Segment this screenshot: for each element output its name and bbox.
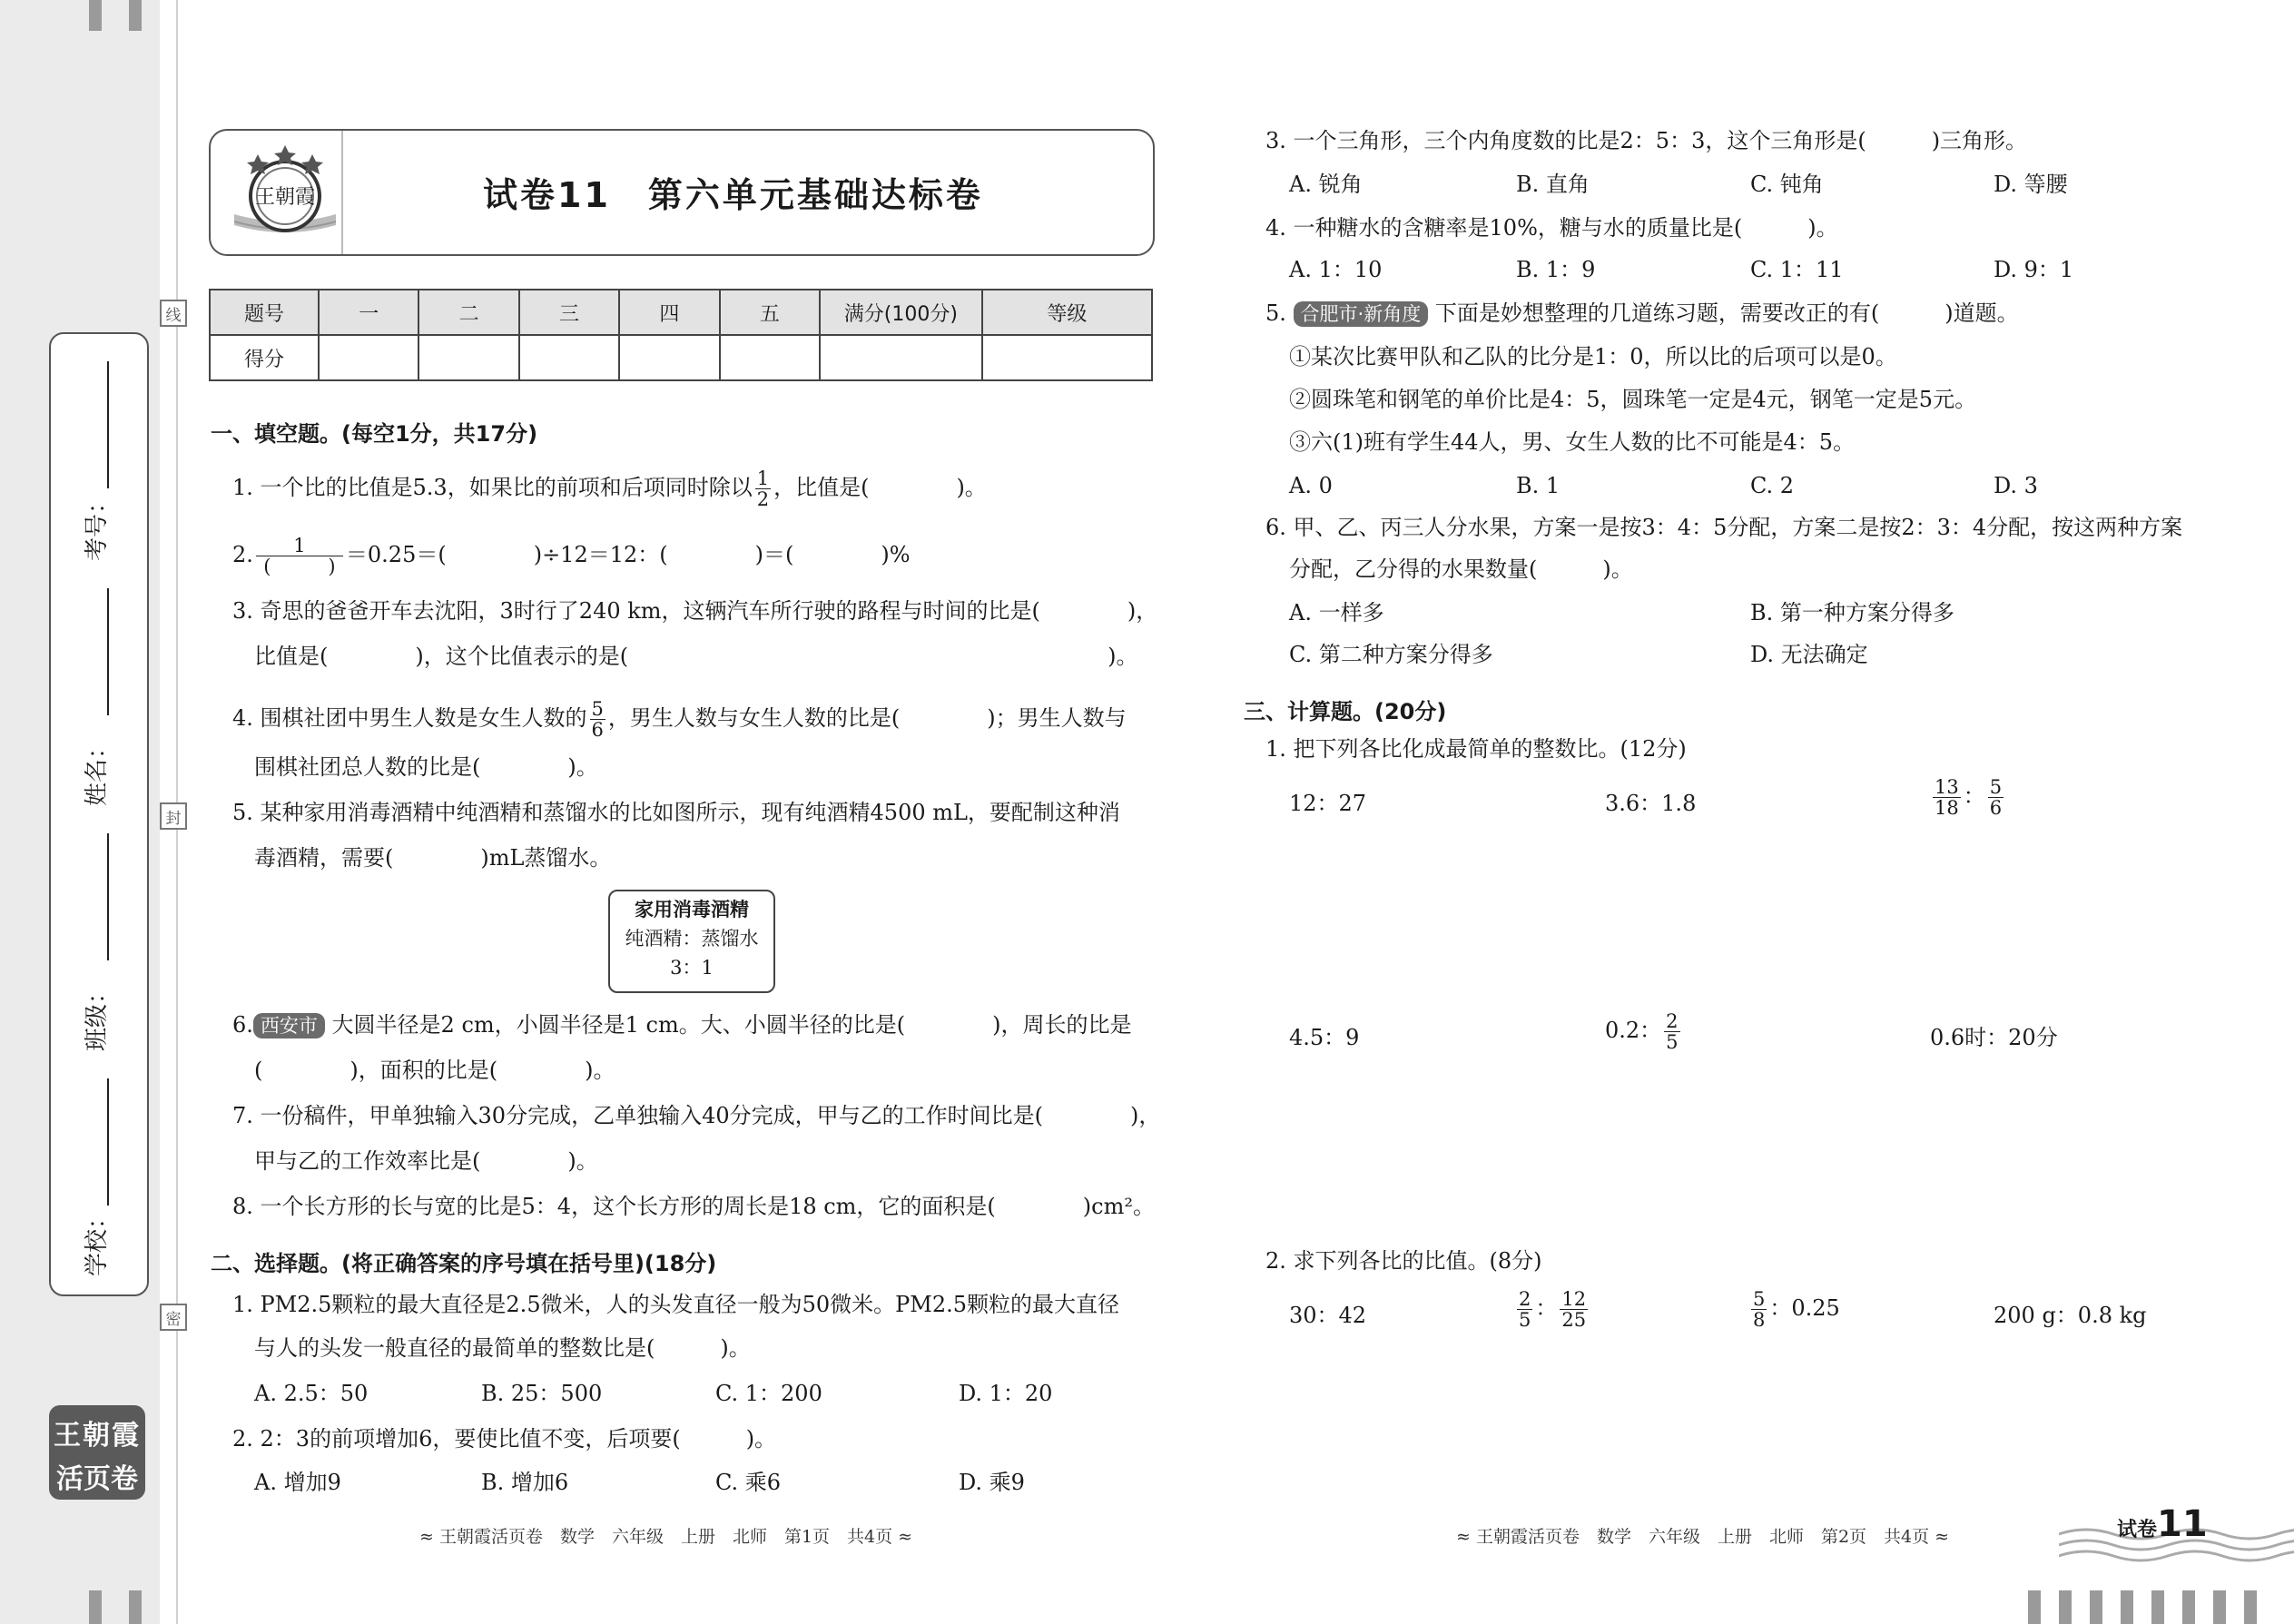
option[interactable]: C. 1：11 (1750, 257, 1844, 282)
question-1-5-line2: 毒酒精，需要( )mL蒸馏水。 (254, 845, 612, 871)
question-1-3: 3. 奇思的爸爸开车去沈阳，3时行了240 km，这辆汽车所行驶的路程与时间的比是( )， (232, 598, 1158, 624)
question-2-6: 6. 甲、乙、丙三人分水果，方案一是按3：4：5分配，方案二是按2：3：4分配，按这两种方案 (1265, 515, 2183, 540)
option[interactable]: A. 锐角 (1289, 172, 1363, 197)
question-1-4: 4. 围棋社团中男生人数是女生人数的 $\frac{5}{6}$ ，男生人数与女生人数的比是( )；男生人数与 (232, 698, 1127, 741)
score-header-cell: 二 (418, 290, 518, 335)
ratio-item: 3.6：1.8 (1605, 791, 1697, 816)
option[interactable]: A. 2.5：50 (254, 1381, 369, 1406)
option[interactable]: A. 一样多 (1289, 600, 1384, 625)
score-cell[interactable] (820, 335, 982, 380)
fraction: $\frac{2}{5}$ (1666, 1010, 1679, 1053)
question-1-6-line2: ( )，面积的比是( )。 (254, 1058, 615, 1083)
section-title: 一、填空题。(每空1分，共17分) (211, 421, 538, 447)
ratio-item: $\frac{5}{8}$ ：0.25 (1753, 1288, 1840, 1331)
ratio-item: 30：42 (1289, 1303, 1367, 1328)
score-header-cell: 满分(100分) (820, 290, 982, 335)
option[interactable]: D. 9：1 (1994, 257, 2074, 282)
option[interactable]: D. 乘9 (959, 1470, 1025, 1495)
question-1-7: 7. 一份稿件，甲单独输入30分完成，乙单独输入40分完成，甲与乙的工作时间比是( )， (232, 1103, 1161, 1128)
question-2-1: 1. PM2.5颗粒的最大直径是2.5微米，人的头发直径一般为50微米。PM2.5颗粒的最大直径 (232, 1292, 1120, 1317)
question-1-3-line2: 比值是( )，这个比值表示的是( )。 (254, 644, 1138, 669)
ratio-item: 12：27 (1289, 791, 1367, 816)
question-1-5: 5. 某种家用消毒酒精中纯酒精和蒸馏水的比如图所示，现有纯酒精4500 mL，要配制这种消 (232, 800, 1120, 825)
ratio-item: $\frac{2}{5}$ ： $\frac{12}{25}$ (1519, 1288, 1587, 1331)
student-info-box (49, 332, 149, 1296)
question-2-6-line2: 分配，乙分得的水果数量( )。 (1289, 556, 1633, 582)
score-header-cell: 题号 (210, 290, 319, 335)
option[interactable]: B. 1：9 (1516, 257, 1596, 282)
fraction: $\frac{5}{6}$ (1989, 776, 2003, 819)
title-box (209, 129, 1155, 256)
question-2-1-line2: 与人的头发一般直径的最简单的整数比是( )。 (254, 1335, 751, 1361)
page-title: 试卷11 第六单元基础达标卷 (483, 175, 983, 215)
brand-badge: 王朝霞 活页卷 (49, 1405, 145, 1500)
section-title: 二、选择题。(将正确答案的序号填在括号里)(18分) (211, 1251, 717, 1276)
question-1-1: 1. 一个比的比值是5.3，如果比的前项和后项同时除以 $\frac{1}{2}$ ，比值是( )。 (232, 468, 987, 510)
question-1-6: 6. 西安市 大圆半径是2 cm，小圆半径是1 cm。大、小圆半径的比是( )，周长的比是 (232, 1012, 1132, 1038)
seal-mark-secret: 密 (160, 1304, 187, 1331)
score-header-cell: 四 (619, 290, 719, 335)
option[interactable]: C. 第二种方案分得多 (1289, 642, 1493, 667)
option[interactable]: C. 乘6 (715, 1470, 782, 1495)
ratio-item: 0.6时：20分 (1930, 1025, 2058, 1050)
question-2-4: 4. 一种糖水的含糖率是10%，糖与水的质量比是( )。 (1265, 215, 1838, 241)
option[interactable]: A. 1：10 (1289, 257, 1383, 282)
field-school[interactable]: 学校： (51, 1060, 147, 1287)
fraction: $\frac{1}{( )}$ (256, 536, 343, 576)
fraction: $\frac{12}{25}$ (1561, 1288, 1587, 1331)
alcohol-ratio-box: 家用消毒酒精 纯酒精：蒸馏水 3：1 (608, 890, 775, 993)
option[interactable]: B. 直角 (1516, 172, 1590, 197)
statement: ②圆珠笔和钢笔的单价比是4：5，圆珠笔一定是4元，钢笔一定是5元。 (1289, 387, 1977, 412)
question-1-2: 2. $\frac{1}{( )}$ ＝0.25＝( )÷12＝12：( )＝( )% (232, 535, 911, 577)
score-header-cell: 三 (519, 290, 619, 335)
question-1-8: 8. 一个长方形的长与宽的比是5：4，这个长方形的周长是18 cm，它的面积是( )cm²。 (232, 1194, 1155, 1219)
score-cell[interactable] (982, 335, 1152, 380)
question-2-5: 5. 合肥市·新角度 下面是妙想整理的几道练习题，需要改正的有( )道题。 (1265, 300, 2019, 326)
option[interactable]: D. 1：20 (959, 1381, 1053, 1406)
ratio-item: 0.2： $\frac{2}{5}$ (1605, 1010, 1679, 1053)
option[interactable]: C. 钝角 (1750, 172, 1824, 197)
fraction: $\frac{5}{6}$ (591, 698, 604, 741)
problem-3-2: 2. 求下列各比的比值。(8分) (1265, 1248, 1542, 1274)
field-class[interactable]: 班级： (51, 815, 147, 1060)
publisher-logo-icon (227, 142, 343, 243)
option[interactable]: A. 0 (1289, 473, 1333, 498)
seal-mark-seal: 封 (160, 802, 187, 830)
region-tag: 西安市 (253, 1013, 325, 1038)
option[interactable]: A. 增加9 (254, 1470, 341, 1495)
problem-3-1: 1. 把下列各比化成最简单的整数比。(12分) (1265, 736, 1687, 762)
fraction: $\frac{13}{18}$ (1935, 776, 1959, 819)
seal-mark-line: 线 (160, 300, 187, 327)
score-header-cell: 一 (319, 290, 418, 335)
score-header-cell: 五 (720, 290, 820, 335)
ratio-item: 200 g：0.8 kg (1994, 1303, 2147, 1328)
svg-text:王朝霞: 王朝霞 (254, 186, 316, 209)
field-name[interactable]: 姓名： (51, 570, 147, 815)
field-exam-number[interactable]: 考号： (51, 334, 147, 570)
statement: ③六(1)班有学生44人，男、女生人数的比不可能是4：5。 (1289, 429, 1856, 455)
option[interactable]: D. 3 (1994, 473, 2038, 498)
ratio-item: $\frac{13}{18}$ ： $\frac{5}{6}$ (1935, 776, 2003, 819)
option[interactable]: D. 等腰 (1994, 172, 2068, 197)
ratio-item: 4.5：9 (1289, 1025, 1360, 1050)
question-2-2: 2. 2：3的前项增加6，要使比值不变，后项要( )。 (232, 1426, 777, 1452)
fraction: $\frac{5}{8}$ (1753, 1288, 1766, 1331)
score-cell[interactable] (418, 335, 518, 380)
score-table (209, 289, 1153, 381)
fraction: $\frac{1}{2}$ (756, 468, 770, 510)
option[interactable]: C. 1：200 (715, 1381, 822, 1406)
option[interactable]: B. 25：500 (481, 1381, 603, 1406)
footer-left: ≈ 王朝霞活页卷 数学 六年级 上册 北师 第1页 共4页 ≈ (419, 1527, 913, 1547)
option[interactable]: D. 无法确定 (1750, 642, 1868, 667)
option[interactable]: C. 2 (1750, 473, 1795, 498)
score-cell[interactable] (619, 335, 719, 380)
section-title: 三、计算题。(20分) (1244, 699, 1447, 724)
score-cell[interactable] (319, 335, 418, 380)
question-2-3: 3. 一个三角形，三个内角度数的比是2：5：3，这个三角形是( )三角形。 (1265, 128, 2028, 153)
option[interactable]: B. 第一种方案分得多 (1750, 600, 1954, 625)
score-row-label: 得分 (210, 335, 319, 380)
option[interactable]: B. 增加6 (481, 1470, 569, 1495)
question-1-7-line2: 甲与乙的工作效率比是( )。 (254, 1148, 598, 1174)
region-tag: 合肥市·新角度 (1294, 301, 1429, 327)
fraction: $\frac{2}{5}$ (1519, 1288, 1531, 1331)
score-header-cell: 等级 (982, 290, 1152, 335)
paper-number-badge: 试卷11 (2117, 1503, 2208, 1545)
statement: ①某次比赛甲队和乙队的比分是1：0，所以比的后项可以是0。 (1289, 344, 1897, 369)
score-cell[interactable] (720, 335, 820, 380)
question-1-4-line2: 围棋社团总人数的比是( )。 (254, 754, 598, 780)
footer-right: ≈ 王朝霞活页卷 数学 六年级 上册 北师 第2页 共4页 ≈ (1456, 1527, 1950, 1547)
option[interactable]: B. 1 (1516, 473, 1561, 498)
score-cell[interactable] (519, 335, 619, 380)
